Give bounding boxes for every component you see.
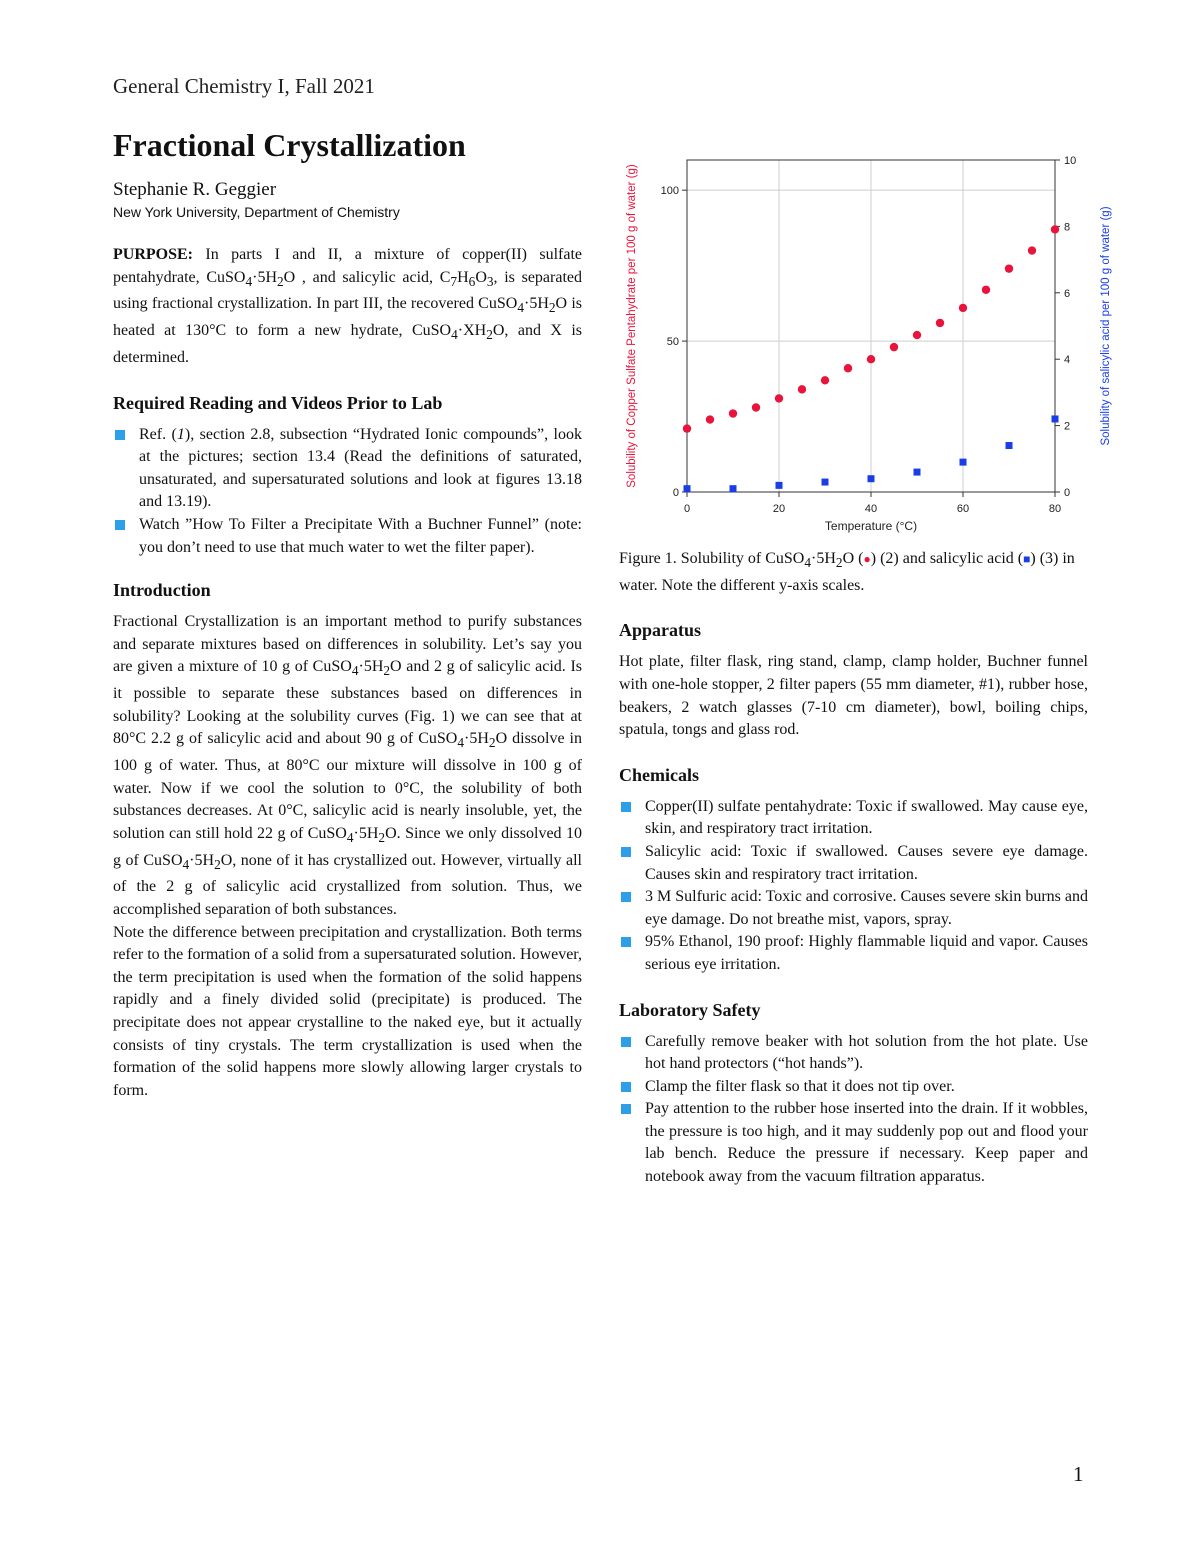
y-right-tick-label: 10: [1064, 155, 1077, 167]
copper-sulfate-point: [844, 364, 852, 372]
y-right-tick-label: 8: [1064, 221, 1071, 234]
chemical-item: 3 M Sulfuric acid: Toxic and corrosive. Causes severe skin burns and eye damage. Do not breathe mist, vapors, spray.: [619, 886, 1088, 931]
purpose-label: PURPOSE:: [113, 246, 193, 263]
y-left-tick-label: 0: [672, 487, 679, 499]
chart-grid: [687, 160, 1055, 492]
safety-item: Pay attention to the rubber hose inserted into the drain. If it wobbles, the pressure is too high, and it may suddenly pop out and flood your lab bench. Reduce the pressure if necessary. Keep paper and notebook away from the vacuum filtration apparatus.: [619, 1098, 1088, 1188]
copper-sulfate-point: [775, 394, 783, 402]
x-axis-label: Temperature (°C): [824, 519, 918, 533]
running-header: General Chemistry I, Fall 2021: [113, 74, 375, 98]
square-bullet-icon: [621, 847, 631, 857]
reading-item-video: Watch ”How To Filter a Precipitate With a Buchner Funnel” (note: you don’t need to use that much water to wet the filter paper).: [113, 514, 582, 559]
salicylic-acid-point: [1052, 415, 1059, 422]
copper-sulfate-point: [936, 319, 944, 327]
y-left-tick-label: 100: [660, 185, 679, 198]
square-bullet-icon: [621, 937, 631, 947]
salicylic-acid-point: [868, 475, 875, 482]
square-bullet-icon: [621, 892, 631, 902]
figure-caption: Figure 1. Solubility of $CuSO_4\cdot 5H_2O$ (●) (2) and salicylic acid (■) (3) in water. Note the different y-axis scales.: [619, 550, 1075, 594]
red-circle-marker-icon: ●: [863, 552, 871, 566]
square-bullet-icon: [115, 430, 125, 440]
affiliation: New York University, Department of Chemistry: [113, 204, 400, 220]
x-tick-label: 0: [683, 503, 691, 515]
left-column: [113, 126, 582, 1102]
chemical-item: 95% Ethanol, 190 proof: Highly flammable liquid and vapor. Causes serious eye irritation.: [619, 931, 1088, 976]
y-right-tick-label: 0: [1064, 487, 1071, 499]
y-right-tick-label: 2: [1064, 420, 1071, 433]
copper-sulfate-point: [798, 385, 806, 393]
square-bullet-icon: [621, 1037, 631, 1047]
reading-item-reference: Ref. (1), section 2.8, subsection “Hydrated Ionic compounds”, look at the pictures; section 13.4 (Read the definitions of saturated, unsaturated, and supersaturated solutions and look at figures 13.18 and 13.19).: [113, 424, 582, 514]
apparatus-heading: Apparatus: [619, 620, 702, 641]
salicylic-acid-point: [1006, 442, 1013, 449]
chemicals-heading: Chemicals: [619, 764, 699, 785]
purpose-paragraph: PURPOSE: In parts I and II, a mixture of copper(II) sulfate pentahydrate, $CuSO_4\cdot 5H_2O$ , and salicylic acid, $C_7H_6O_3$, is separated using fractional crystallization. In part III, the recovered $CuSO_4\cdot 5H_2O$ is heated at 130°C to form a new hydrate, $CuSO_4\cdot XH_2O$, and X is determined.: [113, 246, 582, 366]
copper-sulfate-point: [683, 424, 691, 432]
y-right-axis-label: Solubility of salicylic acid per 100 g of water (g): [1100, 206, 1112, 446]
copper-sulfate-point: [982, 286, 990, 294]
reading-heading: Required Reading and Videos Prior to Lab: [113, 392, 443, 413]
page-number: 1: [1073, 1462, 1084, 1486]
chemical-item: Copper(II) sulfate pentahydrate: Toxic if swallowed. May cause eye, skin, and respiratory tract irritation.: [619, 796, 1088, 841]
chemical-item: Salicylic acid: Toxic if swallowed. Causes severe eye damage. Causes skin and respiratory tract irritation.: [619, 841, 1088, 886]
safety-item: Carefully remove beaker with hot solution from the hot plate. Use hot hand protectors (“hot hands”).: [619, 1031, 1088, 1076]
copper-sulfate-point: [867, 355, 875, 363]
safety-list: [619, 1031, 1088, 1189]
chart-ticks: [661, 155, 1077, 515]
y-right-tick-label: 4: [1064, 354, 1071, 367]
apparatus-text: Hot plate, filter flask, ring stand, clamp, clamp holder, Buchner funnel with one-hole stopper, 2 filter papers (55 mm diameter, #1), rubber hose, beakers, 2 watch glasses (7-10 cm diameter), bowl, boiling chips, spatula, tongs and glass rod.: [619, 653, 1088, 739]
salicylic-acid-point: [776, 482, 783, 489]
salicylic-acid-point: [684, 485, 691, 492]
reading-list: [113, 424, 582, 560]
x-tick-label: 80: [1048, 503, 1062, 515]
square-bullet-icon: [621, 802, 631, 812]
safety-item: Clamp the filter flask so that it does not tip over.: [619, 1076, 1088, 1099]
copper-sulfate-point: [752, 403, 760, 411]
square-bullet-icon: [621, 1082, 631, 1092]
copper-sulfate-point: [1005, 264, 1013, 272]
salicylic-acid-point: [822, 479, 829, 486]
right-column: [619, 548, 1088, 1189]
intro-paragraph-2: Note the difference between precipitation and crystallization. Both terms refer to the formation of a solid from a supersaturated solution. However, the term precipitation is used when the formation of the solid happens rapidly and a finely divided solid (precipitate) is produced. The precipitate does not appear crystalline to the naked eye, but it actually consists of tiny crystals. The term crystallization is used when the formation of the solid happens more slowly allowing larger crystals to form.: [113, 923, 582, 1099]
copper-sulfate-point: [706, 415, 714, 423]
copper-sulfate-point: [1051, 225, 1059, 233]
y-left-tick-label: 50: [666, 336, 679, 349]
solubility-chart: [619, 140, 1119, 540]
copper-sulfate-point: [1028, 246, 1036, 254]
chemicals-list: [619, 796, 1088, 977]
safety-heading: Laboratory Safety: [619, 999, 761, 1020]
x-tick-label: 20: [772, 503, 786, 515]
paper-title: Fractional Crystallization: [113, 127, 466, 163]
x-tick-label: 60: [956, 503, 970, 515]
y-left-axis-label: Solubility of Copper Sulfate Pentahydrate per 100 g of water (g): [626, 164, 638, 488]
square-bullet-icon: [621, 1104, 631, 1114]
copper-sulfate-point: [890, 343, 898, 351]
author: Stephanie R. Geggier: [113, 179, 277, 200]
intro-paragraph-1: Fractional Crystallization is an important method to purify substances and separate mixtures based on differences in solubility. Let’s say you are given a mixture of 10 g of $CuSO_4\cdot 5H_2O$ and 2 g of salicylic acid. Is it possible to separate these substances based on differences in solubility? Looking at the solubility curves (Fig. 1) we can see that at 80°C 2.2 g of salicylic acid and about 90 g of $CuSO_4\cdot 5H_2O$ dissolve in 100 g of water. Thus, at 80°C our mixture will dissolve in 100 g of water. Now if we cool the solution to 0°C, the solubility of both substances decreases. At 0°C, salicylic acid is nearly insoluble, yet, the solution can still hold 22 g of $CuSO_4\cdot 5H_2O$. Since we only dissolved 10 g of $CuSO_4\cdot 5H_2O$, none of it has crystallized out. However, virtually all of the 2 g of salicylic acid crystallized from solution. Thus, we accomplished separation of both substances.: [113, 613, 583, 918]
x-tick-label: 40: [864, 503, 878, 515]
copper-sulfate-point: [959, 304, 967, 312]
salicylic-acid-point: [914, 469, 921, 476]
blue-square-marker-icon: ■: [1023, 552, 1031, 566]
copper-sulfate-point: [821, 376, 829, 384]
square-bullet-icon: [115, 520, 125, 530]
y-right-tick-label: 6: [1064, 287, 1071, 300]
intro-heading: Introduction: [113, 580, 211, 601]
copper-sulfate-point: [913, 331, 921, 339]
salicylic-acid-point: [730, 485, 737, 492]
salicylic-acid-point: [960, 459, 967, 466]
copper-sulfate-point: [729, 409, 737, 417]
